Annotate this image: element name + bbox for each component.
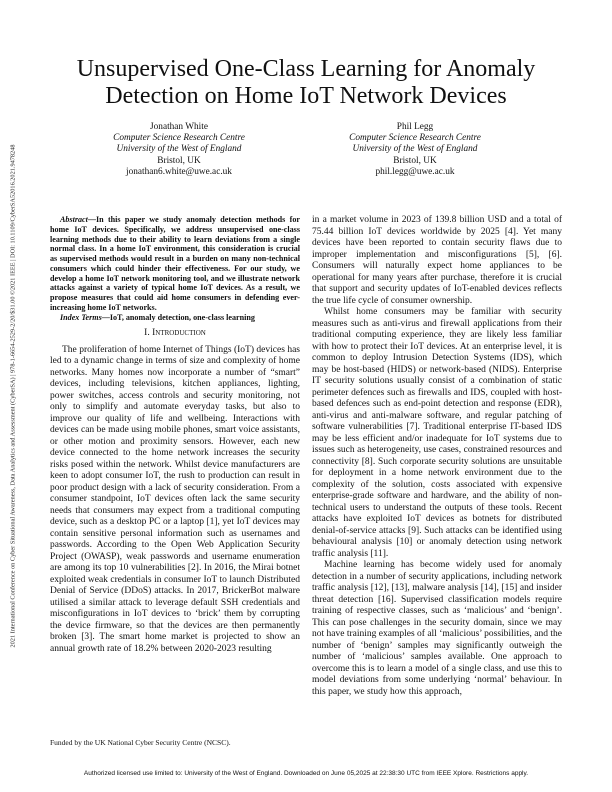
author-university: University of the West of England	[352, 144, 478, 155]
index-terms-text: —IoT, anomaly detection, one-class learning	[101, 312, 255, 322]
doi-sidebar-text: 2021 International Conference on Cyber Situational Awareness, Data Analytics and Assessment (CyberSA) | 978-1-6654-2529-2/20/$31.00 ©2021 IEEE | DOI: 10.1109/CyberSA52016.2021.9478248	[9, 144, 17, 648]
funding-footnote: Funded by the UK National Cyber Security Centre (NCSC).	[50, 738, 231, 747]
left-column	[50, 215, 300, 655]
author-email: jonathan6.white@uwe.ac.uk	[126, 166, 232, 177]
paper-title-line-2: Detection on Home IoT Network Devices	[105, 83, 507, 109]
index-terms	[50, 313, 300, 323]
author-city: Bristol, UK	[157, 155, 201, 166]
abstract	[50, 215, 300, 313]
author-block-2	[305, 122, 525, 178]
right-column	[312, 215, 562, 698]
author-city: Bristol, UK	[393, 155, 437, 166]
intro-paragraph-1: The proliferation of home Internet of Things (IoT) devices has led to a dynamic change in terms of size and complexity of home networks. Many homes now incorporate a number of “smart” devices, including televisions, kitchen appliances, lighting, power switches, access controls and security monitoring, not only to simplify and automate everyday tasks, but also to improve our quality of life and wellbeing. Interactions with devices can be made using mobile phones, smart voice assistants, or other motion and proximity sensors. However, each new device connected to the home network increases the security risks posed within the network. Whilst device manufacturers are keen to adopt consumer IoT, the rush to production can result in poor product design with a lack of security consideration. From a consumer standpoint, IoT devices often lack the same security needs that consumers may expect from a traditional computing device, such as a desktop PC or a laptop [1], yet IoT devices may contain sensitive personal information such as usernames and passwords. According to the Open Web Application Security Project (OWASP), weak passwords and username enumeration are among its top 10 vulnerabilities [2]. In 2016, the Mirai botnet exploited weak credentials in consumer IoT to launch Distributed Denial of Service (DDoS) attacks. In 2017, BrickerBot malware utilised a similar attack to leverage default SSH credentials and misconfigurations in IoT devices to ‘brick’ them by corrupting the device firmware, so that the devices are then permanently broken [3]. The smart home market is projected to show an annual growth rate of 18.2% between 2020-2023 resulting	[50, 344, 300, 654]
paper-title	[50, 56, 562, 110]
index-terms-lead: Index Terms	[60, 312, 102, 322]
doi-sidebar	[0, 0, 26, 792]
author-university: University of the West of England	[116, 144, 242, 155]
author-name: Phil Legg	[396, 122, 434, 132]
author-email: phil.legg@uwe.ac.uk	[375, 166, 455, 177]
author-department: Computer Science Research Centre	[113, 133, 245, 144]
intro-paragraph-1-continued: in a market volume in 2023 of 139.8 billion USD and a total of 75.44 billion IoT devices worldwide by 2025 [4]. Yet many devices have been reported to contain security flaws due to improper implementation and misconfigurations [5], [6]. Consumers will naturally expect home appliances to be operational for many years after purchase, therefore it is crucial that support and security updates of IoT-enabled devices reflects the true life cycle of consumer ownership.	[312, 215, 562, 306]
author-department: Computer Science Research Centre	[349, 133, 481, 144]
intro-paragraph-3: Machine learning has become widely used for anomaly detection in a number of security applications, including network traffic analysis [12], [13], malware analysis [14], [15] and insider threat detection [16]. Supervised classification models require training of respective classes, such as ‘malicious’ and ‘benign’. This can pose challenges in the security domain, since we may not have training examples of all ‘malicious’ possibilities, and the number of ‘benign’ samples may significantly outweigh the number of ‘malicious’ samples available. One approach to overcome this is to learn a model of a single class, and use this to model deviations from some underlying ‘normal’ behaviour. In this paper, we study how this approach,	[312, 560, 562, 697]
intro-paragraph-2: Whilst home consumers may be familiar with security measures such as anti-virus and firewall applications from their traditional computing experience, they are likely less familiar with how to protect their IoT devices. At an enterprise level, it is common to deploy Intrusion Detection Systems (IDS), which may be host-based (HIDS) or network-based (NIDS). Enterprise IT security solutions usually consist of a combination of static perimeter defences such as firewalls and IDS, coupled with host-based defences such as end-point detection and response (EDR), anti-virus and anti-malware software, and regular patching of software vulnerabilities [7]. Traditional enterprise IT-based IDS may be less efficient and/or inadequate for IoT systems due to issues such as heterogeneity, use cases, constrained resources and connectivity [8]. Such corporate security solutions are unsuitable for deployment in a home network environment due to the complexity of the solution, costs associated with expensive enterprise-grade software and hardware, and the ability of non-technical users to understand the outputs of these tools. Recent attacks have exploited IoT devices as botnets for distributed denial-of-service attacks [9]. Such attacks can be identified using behavioural analysis [10] or anomaly detection using network traffic analysis [11].	[312, 307, 562, 559]
abstract-lead: Abstract	[60, 215, 88, 224]
author-block-1	[69, 122, 289, 178]
abstract-text: —In this paper we study anomaly detection methods for home IoT devices. Specifically, we address unsupervised one-class learning methods due to their ability to learn deviations from a single normal class. In a home IoT environment, this consideration is crucial as supervised methods would result in a burden on many non-technical consumers which could hinder their effectiveness. For our study, we develop a home IoT network monitoring tool, and we illustrate network attacks against a variety of typical home IoT devices. As a result, we propose measures that could aid home consumers in defending ever-increasing home IoT networks.	[50, 215, 300, 312]
paper-title-line-1: Unsupervised One-Class Learning for Anomaly	[76, 56, 536, 82]
license-notice: Authorized licensed use limited to: University of the West of England. Downloaded on June 05,2025 at 22:38:30 UTC from IEEE Xplore. Restrictions apply.	[83, 770, 529, 777]
section-heading: I. Introduction	[144, 328, 206, 339]
author-name: Jonathan White	[150, 122, 208, 132]
